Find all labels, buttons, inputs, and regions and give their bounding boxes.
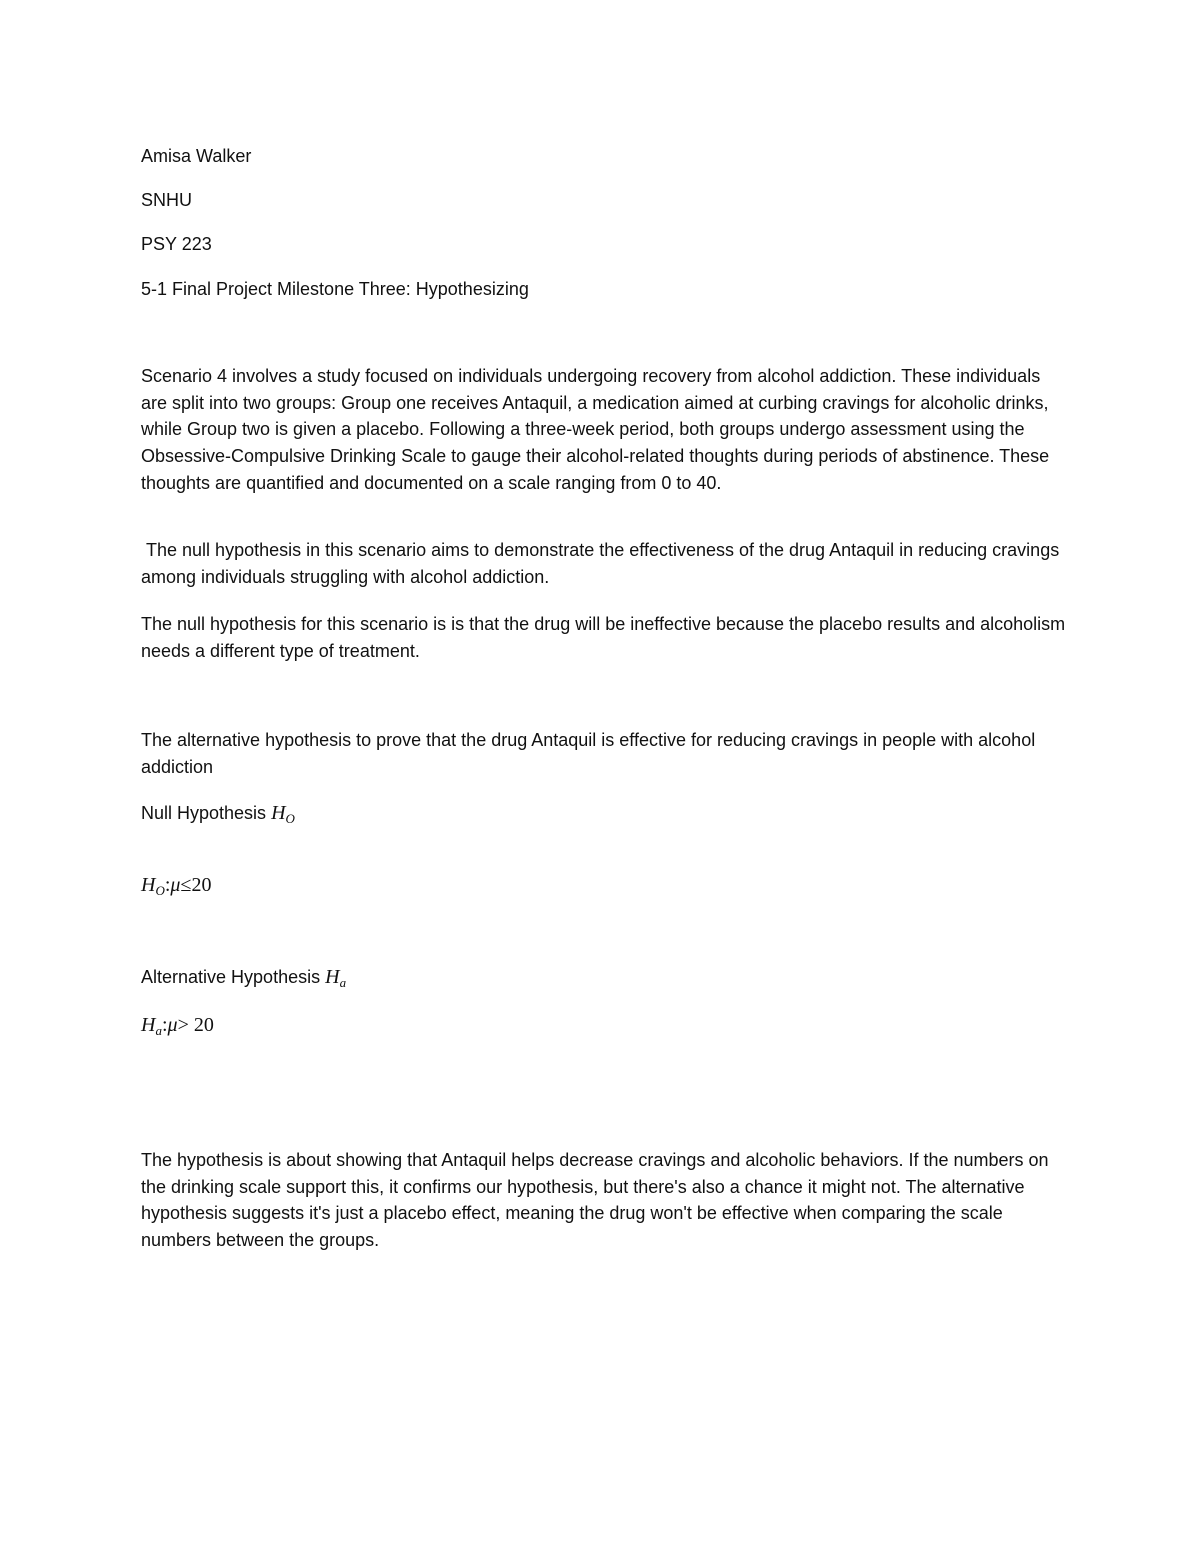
null-eq-value: 20 [191, 874, 212, 896]
alt-hypothesis-label: Alternative Hypothesis [141, 967, 321, 987]
null-hypothesis-symbol: $H_O$ [271, 802, 295, 826]
alt-eq-colon: : [161, 1014, 168, 1036]
school-name: SNHU [141, 190, 193, 210]
null-eq-colon: : [164, 874, 171, 896]
null-eq-operator: ≤ [180, 874, 192, 896]
alt-hypothesis-label-line [141, 966, 346, 988]
alt-eq-h: H [141, 1014, 156, 1036]
null-eq-mu: μ [170, 874, 181, 896]
null-statement-paragraph: The null hypothesis for this scenario is is that the drug will be ineffective because the placebo results and alcoholism needs a different type of treatment. [141, 614, 1066, 661]
author-name: Amisa Walker [141, 146, 252, 166]
null-hypothesis-equation [141, 874, 211, 896]
course-code: PSY 223 [141, 234, 212, 254]
alt-eq-operator: > [177, 1014, 189, 1036]
alt-hypothesis-equation [141, 1014, 214, 1036]
assignment-title: 5-1 Final Project Milestone Three: Hypothesizing [141, 279, 529, 299]
alt-statement-paragraph: The alternative hypothesis to prove that the drug Antaquil is effective for reducing cravings in people with alcohol addiction [141, 730, 1036, 777]
alt-eq-mu: μ [167, 1014, 178, 1036]
null-hypothesis-label: Null Hypothesis [141, 803, 267, 823]
scenario-paragraph: Scenario 4 involves a study focused on individuals undergoing recovery from alcohol addiction. These individuals are split into two groups: Group one receives Antaquil, a medication aimed at curbing cravings for alcoholic drinks, while Group two is given a placebo. Following a three-week period, both groups undergo assessment using the Obsessive-Compulsive Drinking Scale to gauge their alcohol-related thoughts during periods of abstinence. These thoughts are quantified and documented on a scale ranging from 0 to 40. [141, 366, 1050, 493]
alt-eq-sub: a [155, 1023, 162, 1038]
null-intro-paragraph: The null hypothesis in this scenario aims to demonstrate the effectiveness of the drug Antaquil in reducing cravings among individuals struggling with alcohol addiction. [141, 540, 1065, 587]
null-hypothesis-label-line [141, 802, 295, 824]
conclusion-paragraph: The hypothesis is about showing that Antaquil helps decrease cravings and alcoholic behaviors. If the numbers on the drinking scale support this, it confirms our hypothesis, but there's also a chance it might not. The alternative hypothesis suggests it's just a placebo effect, meaning the drug won't be effective when comparing the scale numbers between the groups. [141, 1150, 1049, 1251]
null-eq-h: H [141, 874, 156, 896]
null-eq-sub: O [155, 883, 165, 898]
alt-eq-value: 20 [188, 1014, 214, 1036]
alt-hypothesis-symbol: $H_a$ [325, 966, 347, 990]
